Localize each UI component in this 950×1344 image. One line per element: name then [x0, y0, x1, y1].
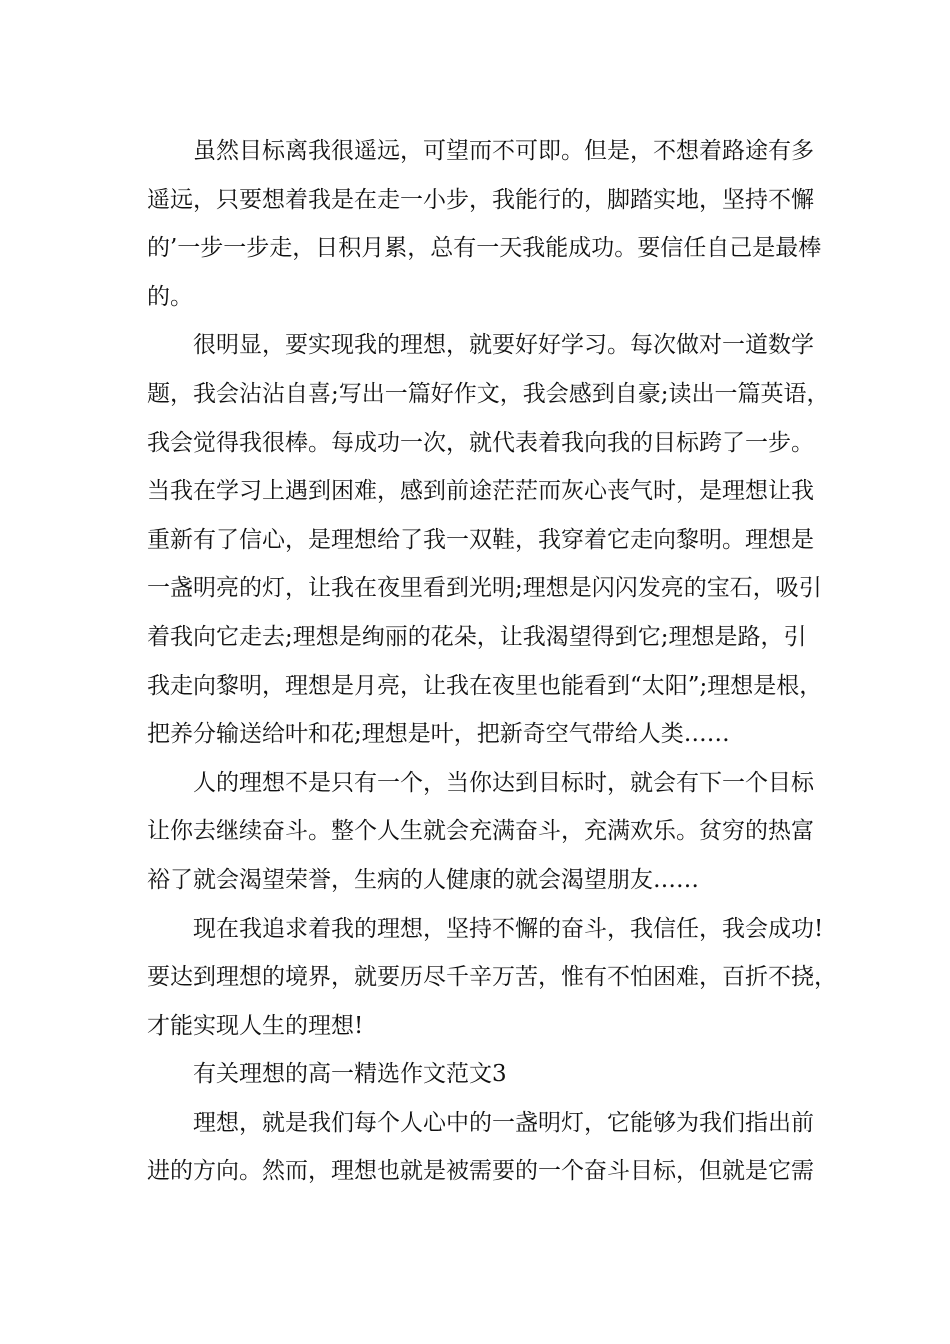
paragraph-lamp — [147, 1099, 827, 1196]
text-line: 着我向它走去;理想是绚丽的花朵，让我渴望得到它;理想是路，引 — [147, 623, 807, 650]
text-line: 人的理想不是只有一个，当你达到目标时，就会有下一个目标 — [193, 769, 814, 796]
text-line: 理想，就是我们每个人心中的一盏明灯，它能够为我们指出前 — [193, 1109, 814, 1136]
text-line: 题，我会沾沾自喜;写出一篇好作文，我会感到自豪;读出一篇英语， — [147, 380, 830, 407]
document-body — [147, 127, 837, 1196]
text-line: 把养分输送给叶和花;理想是叶，把新奇空气带给人类…… — [147, 721, 730, 748]
paragraph-pursuit — [147, 905, 837, 1051]
text-line: 才能实现人生的理想! — [147, 1012, 364, 1039]
text-line: 重新有了信心，是理想给了我一双鞋，我穿着它走向黎明。理想是 — [147, 526, 814, 553]
text-line: 的’一步一步走，日积月累，总有一天我能成功。要信任自己是最棒 — [147, 235, 822, 262]
text-line: 我走向黎明，理想是月亮，让我在夜里也能看到“太阳”;理想是根， — [147, 672, 823, 699]
section-title: 有关理想的高一精选作文范文3 — [193, 1061, 507, 1088]
section-heading — [147, 1050, 827, 1099]
text-line: 虽然目标离我很遥远，可望而不可即。但是，不想着路途有多 — [193, 138, 814, 164]
text-line: 进的方向。然而，理想也就是被需要的一个奋斗目标，但就是它需 — [147, 1158, 814, 1185]
text-line: 遥远，只要想着我是在走一小步，我能行的，脚踏实地，坚持不懈 — [147, 186, 814, 213]
paragraph-study — [147, 321, 830, 758]
text-line: 很明显，要实现我的理想，就要好好学习。每次做对一道数学 — [193, 332, 814, 359]
text-line: 我会觉得我很棒。每成功一次，就代表着我向我的目标跨了一步。 — [147, 429, 814, 456]
text-line: 裕了就会渴望荣誉，生病的人健康的就会渴望朋友…… — [147, 866, 699, 893]
text-line: 当我在学习上遇到困难，感到前途茫茫而灰心丧气时，是理想让我 — [147, 478, 814, 505]
paragraph-multiple-ideals — [147, 759, 827, 905]
text-line: 现在我追求着我的理想，坚持不懈的奋斗，我信任，我会成功! — [193, 915, 824, 942]
paragraph-goal — [147, 127, 827, 321]
text-line: 让你去继续奋斗。整个人生就会充满奋斗，充满欢乐。贫穷的热富 — [147, 818, 814, 845]
text-line: 的。 — [147, 283, 193, 310]
text-line: 一盏明亮的灯，让我在夜里看到光明;理想是闪闪发亮的宝石，吸引 — [147, 575, 822, 602]
text-line: 要达到理想的境界，就要历尽千辛万苦，惟有不怕困难，百折不挠， — [147, 964, 837, 991]
